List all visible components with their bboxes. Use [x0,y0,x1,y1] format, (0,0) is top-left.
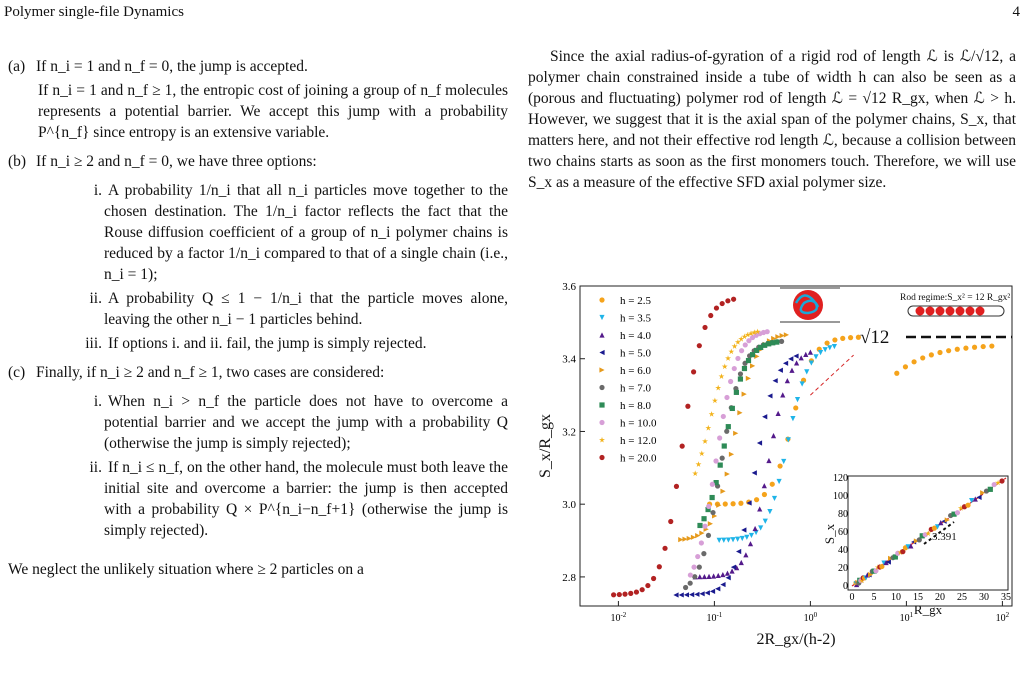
rod-bead [976,307,985,316]
data-point [706,504,711,509]
data-point [736,549,741,554]
data-point [799,355,804,360]
rule-c-ii-text: If n_i ≤ n_f, on the other hand, the molecule must both leave the initial site and overcome a barrier: the jump is then accepted with a probability Q × P^{n_i−n_f+1} (otherwise the jump is simply rejected). [104,459,508,539]
legend-label: h = 12.0 [620,435,657,447]
legend-label: h = 2.5 [620,295,651,307]
data-point [790,416,795,421]
data-point [697,574,702,579]
rule-b-ii-label: ii. [89,290,102,307]
data-point [714,305,719,310]
data-point [946,348,951,353]
data-point [725,571,730,576]
legend-label: h = 10.0 [620,417,657,430]
data-point [777,479,782,484]
rule-b-i-text: A probability 1/n_i that all n_i particles move together to the chosen destination. The 1/n_i factor reflects the fact that the Rouse diffusion coefficient of a group of n_i polymer chains is reduced by a factor 1/n_i compared to that of a single chain (i.e., n_i = 1); [104,182,508,283]
inset-y-tick-label: 40 [838,545,848,556]
data-point [713,458,718,463]
data-point [708,521,713,526]
data-point [634,589,639,594]
data-point [689,592,694,597]
data-point [622,592,627,597]
data-point [795,397,800,402]
y-tick-label: 3.0 [562,499,576,512]
data-point [754,497,759,502]
data-point [762,414,767,419]
data-point [726,537,731,542]
data-point [721,414,726,419]
data-point [741,527,746,532]
inset-y-tick-label: 0 [843,581,848,592]
data-point [740,536,745,541]
data-point [903,364,908,369]
rod-bead [966,307,975,316]
data-point [699,451,705,457]
rule-c-text: Finally, if n_i ≥ 2 and n_f ≥ 1, two cases are considered: [36,364,385,381]
inset-slope-label: 3.391 [932,531,957,543]
inset-data-point [992,482,997,487]
data-point [720,572,725,577]
data-point [711,573,716,578]
data-point [728,349,734,355]
data-point [929,352,934,357]
data-point [710,495,715,500]
data-point [770,482,775,487]
x-axis [610,601,1009,624]
rod-bead [946,307,955,316]
x-tick-label: $10^2$ [995,611,1010,624]
data-point [773,378,778,383]
data-point [730,501,735,506]
inset-y-tick-label: 60 [838,527,848,538]
y-tick-label: 2.8 [562,571,576,584]
legend-marker [599,367,604,372]
rod-bead [936,307,945,316]
data-point [738,371,743,376]
data-point [699,591,704,596]
legend-label: h = 3.5 [620,312,651,325]
data-point [981,344,986,349]
data-point [777,463,782,468]
rule-a-text2: If n_i = 1 and n_f ≥ 1, the entropic cost of joining a group of n_f molecules represents a potential barrier. We accept this jump with a probability P^{n_f} since entropy is an extensive variable. [38,82,508,141]
inset-plot [822,473,1011,617]
rule-c-ii [8,457,508,541]
legend-label: h = 5.0 [620,347,651,360]
x-tick-label: $10^{-1}$ [706,611,723,624]
data-point [710,510,715,515]
data-point [746,376,751,381]
inset-data-point [873,568,878,573]
rule-a [8,56,508,143]
data-point [721,538,726,543]
rule-b-ii-text: A probability Q ≤ 1 − 1/n_i that the particle moves alone, leaving the other n_i − 1 particles behind. [104,290,508,328]
data-point [937,350,942,355]
data-point [673,592,678,597]
page-number: 4 [1012,4,1020,20]
data-point [766,458,771,463]
data-point [746,358,751,363]
data-point [920,355,925,360]
rod-regime-annotation [900,293,1010,316]
data-point [706,574,711,579]
rule-b-i [8,180,508,285]
data-point [716,573,721,578]
data-point [832,344,837,349]
data-point [662,546,667,551]
legend-label: h = 8.0 [620,400,651,412]
data-point [771,433,776,438]
data-point [705,425,711,431]
rule-b-iii-text: If options i. and ii. fail, the jump is simply rejected. [108,335,427,352]
legend-label: h = 20.0 [620,452,657,465]
data-point [701,551,706,556]
inset-x-tick-label: 35 [1001,592,1011,603]
polymer-tube-illustration [780,288,840,322]
rule-b [8,151,508,172]
rule-c-label: (c) [8,364,26,381]
data-point [715,385,721,391]
inset-data-point [999,478,1004,483]
rule-c-i [8,391,508,454]
y-axis-label: S_x/R_gx [537,413,554,479]
data-point [684,592,689,597]
legend [599,295,657,465]
data-point [702,574,707,579]
data-point [762,483,767,488]
data-point [748,541,753,546]
data-point [765,329,770,334]
data-point [628,591,633,596]
rod-regime-line [810,355,853,395]
data-point [733,431,738,436]
data-point [730,406,735,411]
data-point [783,361,788,366]
data-point [767,509,772,514]
data-point [750,363,755,368]
inset-y-tick-label: 20 [838,563,848,574]
data-point [645,583,650,588]
legend-label: h = 7.0 [620,382,651,395]
inset-data-point [965,503,970,508]
data-point [692,470,698,476]
data-point [963,346,968,351]
inset-x-label: R_gx [913,602,943,617]
data-point [723,501,728,506]
x-tick-label: $10^{-2}$ [610,611,627,624]
data-point [774,339,779,344]
data-point [772,496,777,501]
data-point [718,463,723,468]
data-point [688,581,693,586]
data-point [894,371,899,376]
rule-b-i-label: i. [93,182,102,199]
data-point [685,404,690,409]
data-point [742,366,747,371]
data-point [776,411,781,416]
data-point [722,364,728,370]
rod-regime-text: Rod regime:S_x² = 12 R_gx² [900,293,1011,303]
data-point [722,443,727,448]
data-point [744,535,749,540]
data-point [827,345,832,350]
data-point [717,538,722,543]
data-point [688,572,693,577]
data-point [732,366,737,371]
data-point [739,560,744,565]
legend-marker [599,350,604,355]
data-point [911,359,916,364]
data-point [725,355,731,361]
data-point [617,592,622,597]
data-point [712,398,718,404]
data-point [738,501,743,506]
data-point [989,343,994,348]
data-point [702,438,708,444]
data-point [737,410,742,415]
rule-c [8,362,508,383]
data-point [694,592,699,597]
data-point [749,533,754,538]
data-point [735,537,740,542]
data-point [785,378,790,383]
rule-c-i-label: i. [93,393,102,410]
legend-marker [599,315,604,320]
data-point [709,411,715,417]
data-point [788,356,793,361]
data-point [725,298,730,303]
y-tick-label: 3.4 [562,353,576,366]
rule-b-ii [8,288,508,330]
data-point [780,392,785,397]
data-point [674,484,679,489]
data-point [720,301,725,306]
rule-b-label: (b) [8,153,27,170]
data-point [763,519,768,524]
data-point [699,540,704,545]
data-point [832,337,837,342]
data-point [710,589,715,594]
inset-x-tick-label: 20 [935,592,945,603]
data-point [702,524,707,529]
data-point [804,369,809,374]
x-tick-label: $10^0$ [803,611,818,624]
inset-x-tick-label: 15 [913,592,923,603]
inset-x-tick-label: 5 [871,592,877,603]
data-point [695,554,700,559]
data-point [779,339,784,344]
data-point [734,390,739,395]
rule-b-iii-label: iii. [85,335,102,352]
data-point [793,353,798,358]
data-point [758,525,763,530]
data-point [800,381,805,386]
data-point [651,576,656,581]
data-point [668,519,673,524]
rule-b-text: If n_i ≥ 2 and n_f = 0, we have three options: [36,153,317,170]
data-point [705,590,710,595]
rule-a-label: (a) [8,58,26,75]
inset-y-tick-label: 80 [838,509,848,520]
legend-marker [599,402,604,407]
data-point [972,345,977,350]
data-point [955,347,960,352]
rule-c-i-text: When n_i > n_f the particle does not have to overcome a potential barrier and we accept the jump with a probability Q (otherwise the jump is simply rejected); [104,393,508,452]
data-point [724,429,729,434]
data-point [720,582,725,587]
rod-bead [926,307,935,316]
inset-x-tick-label: 10 [891,592,901,603]
data-point [697,565,702,570]
data-point [767,393,772,398]
data-point [730,537,735,542]
data-point [731,297,736,302]
data-point [789,368,794,373]
data-point [683,585,688,590]
running-header-title: Polymer single-file Dynamics [4,4,184,20]
data-point [726,424,731,429]
data-point [793,405,798,410]
legend-marker [599,297,604,302]
data-point [757,506,762,511]
data-point [611,592,616,597]
inset-x-tick-label: 30 [979,592,989,603]
legend-marker [599,332,604,337]
data-point [708,313,713,318]
data-point [697,343,702,348]
data-point [753,526,758,531]
inset-x-tick-label: 25 [957,592,967,603]
data-point [696,461,702,467]
data-point [824,340,829,345]
y-tick-label: 3.2 [562,426,576,439]
right-paragraph: Since the axial radius-of-gyration of a rigid rod of length ℒ is ℒ/√12, a polymer chain constrained inside a tube of width h can also be seen as a (porous and fluctuating) polymer rod of length ℒ = √12 R_gx, when ℒ > h. However, we suggest that it is the axial span of the polymer chains, S_x, that matters here, and not their effective rod length ℒ, because a collision between two chains starts as soon as the first monomers touch. Therefore, we will use S_x as a measure of the effective SFD axial polymer size. [528,48,1016,191]
data-point [809,360,814,365]
legend-marker [599,455,604,460]
data-point [702,325,707,330]
data-point [720,489,725,494]
x-axis-label: 2R_gx/(h-2) [756,631,836,648]
bottom-paragraph: We neglect the unlikely situation where ≥ 2 particles on a [8,561,364,578]
legend-marker [599,420,604,425]
right-column [528,46,1016,193]
data-point [739,348,744,353]
legend-marker [599,385,604,390]
data-point [818,350,823,355]
data-point [640,587,645,592]
data-point [757,440,762,445]
data-point [823,347,828,352]
inset-data-point [955,510,960,515]
legend-label: h = 6.0 [620,365,651,377]
data-point [794,360,799,365]
figure-sx-rgx-plot [537,278,1020,678]
data-point [719,373,725,379]
data-point [848,335,853,340]
data-point [717,435,722,440]
left-column [8,56,508,580]
data-point [680,444,685,449]
data-point [679,592,684,597]
y-axis [562,281,585,584]
data-point [657,564,662,569]
data-point [729,568,734,573]
x-tick-label: $10^1$ [899,611,914,624]
data-point [726,575,731,580]
data-point [701,516,706,521]
data-point [729,452,734,457]
data-point [691,369,696,374]
data-point [697,523,702,528]
data-point [752,470,757,475]
data-point [813,354,818,359]
sqrt12-label: √12 [860,327,890,348]
data-point [731,565,736,570]
data-point [720,456,725,461]
inset-y-tick-label: 100 [833,491,848,502]
data-point [743,552,748,557]
data-point [724,395,729,400]
rod-bead [956,307,965,316]
data-point [706,533,711,538]
data-point [808,350,813,355]
rule-b-iii [8,333,508,354]
data-point [781,459,786,464]
inset-x-tick-label: 0 [849,592,855,603]
data-point [742,392,747,397]
inset-y-tick-label: 120 [833,473,848,484]
data-point [762,492,767,497]
data-point [738,376,743,381]
data-point [691,565,696,570]
legend-label: h = 4.0 [620,330,651,342]
legend-marker [599,437,605,443]
rule-c-ii-label: ii. [89,459,102,476]
data-point [735,356,740,361]
data-point [725,471,730,476]
data-point [803,352,808,357]
data-point [778,368,783,373]
data-point [715,586,720,591]
inset-data-point [988,487,993,492]
data-point [840,336,845,341]
inset-y-label: S_x [822,523,837,545]
data-point [728,379,733,384]
data-point [710,482,715,487]
rod-bead [916,307,925,316]
data-point [743,342,748,347]
y-tick-label: 3.6 [562,281,576,293]
rule-a-text: If n_i = 1 and n_f = 0, the jump is accepted. [36,58,308,75]
data-point [784,332,789,337]
